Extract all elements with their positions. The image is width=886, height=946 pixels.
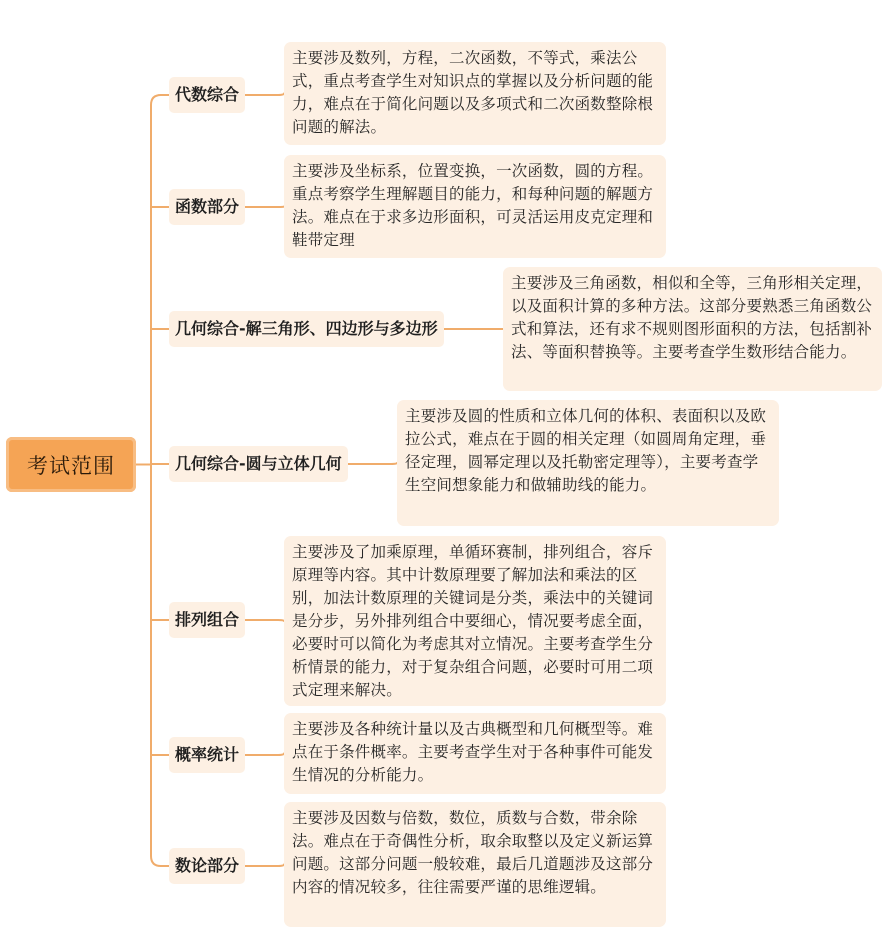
desc-connector: [348, 463, 397, 464]
spine-line: [151, 95, 161, 866]
desc-connector: [245, 94, 284, 96]
desc-geometry-circle-solid: 主要涉及圆的性质和立体几何的体积、表面积以及欧拉公式，难点在于圆的相关定理（如圆周角定理，垂径定理，圆幂定理以及托勒密定理等），主要考查学生空间想象能力和做辅助线的能力。: [397, 400, 779, 526]
desc-probability: 主要涉及各种统计量以及古典概型和几何概型等。难点在于条件概率。主要考查学生对于各种事件可能发生情况的分析能力。: [284, 713, 666, 794]
desc-number-theory: 主要涉及因数与倍数，数位，质数与合数，带余除法。难点在于奇偶性分析，取余取整以及定义新运算问题。这部分问题一般较难，最后几道题涉及这部分内容的情况较多，往往需要严谨的思维逻辑。: [284, 802, 666, 927]
branch-geometry-circle-solid: 几何综合-圆与立体几何: [169, 446, 348, 482]
branch-probability: 概率统计: [169, 737, 245, 773]
desc-combinatorics: 主要涉及了加乘原理，单循环赛制，排列组合，容斥原理等内容。其中计数原理要了解加法和乘法的区别，加法计数原理的关键词是分类，乘法中的关键词是分步，另外排列组合中要细心，情况要考虑全面，必要时可以简化为考虑其对立情况。主要考查学生分析情景的能力，对于复杂组合问题，必要时可用二项式定理来解决。: [284, 536, 666, 706]
branch-algebra: 代数综合: [169, 77, 245, 113]
branch-number-theory: 数论部分: [169, 848, 245, 884]
desc-connector: [245, 754, 284, 756]
desc-algebra: 主要涉及数列，方程，二次函数，不等式，乘法公式，重点考查学生对知识点的掌握以及分析问题的能力，难点在于简化问题以及多项式和二次函数整除根问题的解法。: [284, 42, 666, 145]
branch-combinatorics: 排列组合: [169, 602, 245, 638]
desc-connector: [245, 207, 284, 208]
branch-geometry-polygons: 几何综合-解三角形、四边形与多边形: [169, 311, 444, 347]
desc-connector: [245, 620, 284, 621]
root-node: 考试范围: [6, 437, 136, 492]
desc-geometry-polygons: 主要涉及三角函数，相似和全等，三角形相关定理，以及面积计算的多种方法。这部分要熟悉三角函数公式和算法，还有求不规则图形面积的方法，包括割补法、等面积替换等。主要考查学生数形结合能力。: [503, 267, 882, 391]
desc-connector: [245, 865, 284, 867]
branch-functions: 函数部分: [169, 189, 245, 225]
desc-functions: 主要涉及坐标系，位置变换，一次函数，圆的方程。重点考察学生理解题目的能力，和每种问题的解题方法。难点在于求多边形面积，可灵活运用皮克定理和鞋带定理: [284, 155, 666, 258]
